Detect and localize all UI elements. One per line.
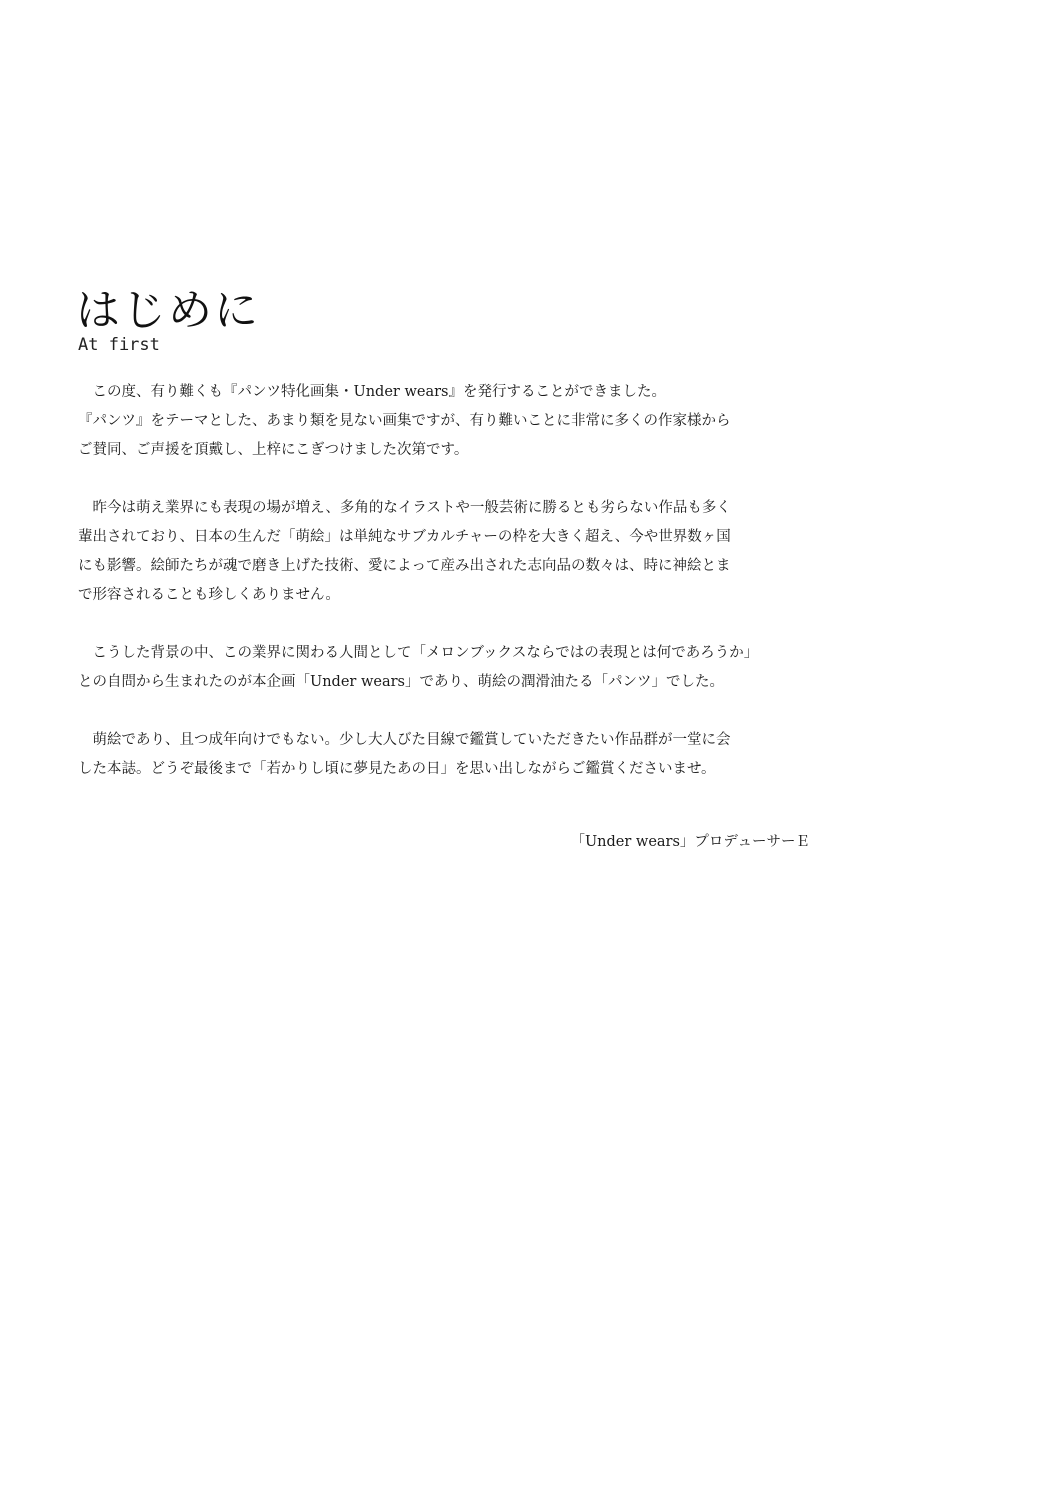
paragraph: 昨今は萌え業界にも表現の場が増え、多角的なイラストや一般芸術に勝るとも劣らない作品も多く 輩出されており、日本の生んだ「萌絵」は単純なサブカルチャーの枠を大きく超え、今や世界数ヶ国 にも影響。絵師たちが魂で磨き上げた技術、愛によって産み出された志向品の数々は、時に神絵とま で形容されることも珍しくありません。 [78, 500, 731, 603]
paragraph: この度、有り難くも『パンツ特化画集・Under wears』を発行することができました。 『パンツ』をテーマとした、あまり類を見ない画集ですが、有り難いことに非常に多くの作家様から ご賛同、ご声援を頂戴し、上梓にこぎつけました次第です。 [78, 384, 731, 458]
body-text [78, 378, 818, 784]
page-title: はじめに [76, 285, 260, 336]
signature: 「Under wears」プロデューサーＥ [570, 834, 810, 850]
page-subtitle: At first [78, 335, 160, 355]
paragraph: 萌絵であり、且つ成年向けでもない。少し大人びた目線で鑑賞していただきたい作品群が一堂に会 した本誌。どうぞ最後まで「若かりし頃に夢見たあの日」を思い出しながらご鑑賞くださいませ。 [78, 732, 731, 777]
paragraph: こうした背景の中、この業界に関わる人間として「メロンブックスならではの表現とは何であろうか」 との自問から生まれたのが本企画「Under wears」であり、萌絵の潤滑油たる「パンツ」でした。 [78, 645, 759, 690]
